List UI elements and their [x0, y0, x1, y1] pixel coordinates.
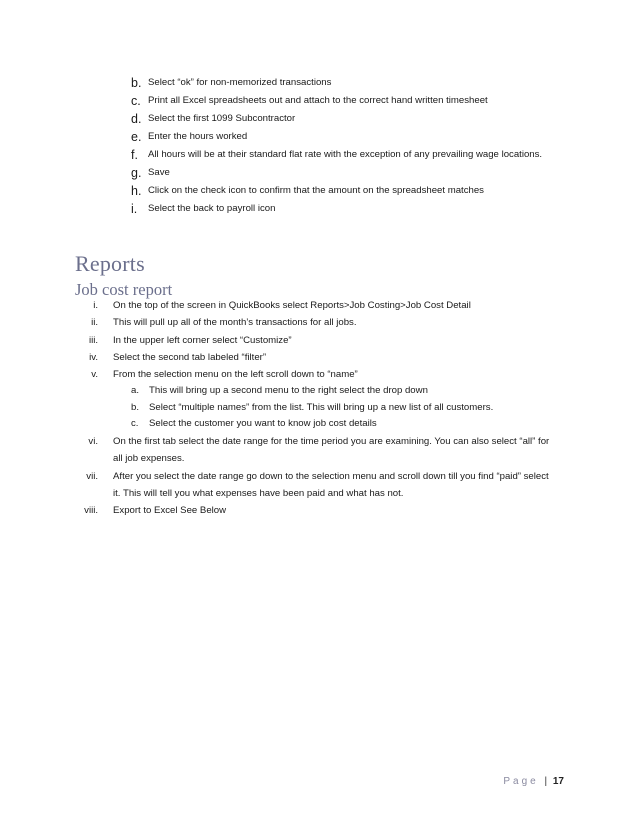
list-marker: d. — [131, 112, 142, 126]
list-item — [70, 366, 570, 383]
list-item — [70, 332, 570, 349]
page-footer — [503, 776, 564, 787]
list-marker: v. — [91, 369, 98, 381]
list-item — [131, 400, 570, 417]
list-marker: b. — [131, 76, 142, 90]
list-marker: c. — [131, 418, 139, 430]
list-item — [131, 200, 601, 218]
list-item-text: Select the customer you want to know job cost details — [149, 418, 377, 430]
list-item-text: This will bring up a second menu to the right select the drop down — [149, 385, 428, 397]
list-item-text: Select the first 1099 Subcontractor — [148, 113, 296, 124]
list-item-text: In the upper left corner select “Customize” — [113, 334, 292, 346]
list-item-text: Select the back to payroll icon — [148, 203, 276, 214]
list-item-text: This will pull up all of the month’s transactions for all jobs. — [113, 317, 357, 329]
job-cost-report-heading: Job cost report — [75, 280, 173, 299]
list-item — [131, 110, 601, 128]
page-label: Page — [503, 776, 539, 787]
list-marker: a. — [131, 385, 140, 397]
list-marker: b. — [131, 401, 140, 413]
list-item-text: From the selection menu on the left scroll down to “name” — [113, 369, 358, 381]
reports-heading: Reports — [75, 251, 145, 276]
list-item — [131, 164, 601, 182]
job-cost-steps-list — [70, 297, 570, 519]
footer-separator: | — [544, 776, 548, 787]
list-item — [70, 468, 570, 503]
list-item-text: Enter the hours worked — [148, 131, 248, 142]
payroll-steps-list — [131, 74, 601, 218]
list-item-text: All hours will be at their standard flat rate with the exception of any prevailing wage locations. — [148, 149, 543, 160]
list-item — [131, 182, 601, 200]
list-marker: e. — [131, 130, 142, 144]
list-item-text: On the top of the screen in QuickBooks select Reports>Job Costing>Job Cost Detail — [113, 300, 471, 311]
list-marker: vii. — [86, 470, 98, 482]
list-marker: viii. — [84, 505, 98, 517]
list-item — [131, 92, 601, 110]
list-item — [70, 349, 570, 366]
list-item-text: Save — [148, 167, 170, 178]
page-number: 17 — [552, 776, 564, 787]
list-item-text: Print all Excel spreadsheets out and attach to the correct hand written timesheet — [148, 95, 488, 106]
list-item — [70, 433, 570, 468]
list-marker: c. — [131, 94, 141, 108]
list-item-text: Select “ok” for non-memorized transactions — [148, 77, 332, 88]
list-marker: i. — [93, 300, 98, 311]
list-marker: iii. — [88, 334, 98, 346]
list-item-text: Select the second tab labeled “filter” — [113, 351, 267, 363]
list-marker: vi. — [88, 435, 98, 447]
list-item-text: On the first tab select the date range for the time period you are examining. You can also select “all” for all job expenses. — [113, 435, 550, 465]
list-item — [131, 74, 601, 92]
list-item — [131, 383, 570, 400]
list-item-text: Export to Excel See Below — [113, 505, 227, 517]
list-item — [70, 314, 570, 331]
list-marker: g. — [131, 166, 142, 180]
list-item — [131, 128, 601, 146]
list-marker: ii. — [91, 317, 98, 329]
list-marker: f. — [131, 148, 138, 162]
list-marker: i. — [131, 202, 138, 216]
list-item — [70, 297, 570, 314]
list-item-text: After you select the date range go down to the selection menu and scroll down till you find “paid” select it. This will tell you what expenses have been paid and what has not. — [113, 470, 549, 499]
list-item-text: Click on the check icon to confirm that the amount on the spreadsheet matches — [148, 185, 484, 196]
list-item — [70, 502, 570, 519]
list-item-text: Select “multiple names” from the list. This will bring up a new list of all customers. — [149, 401, 494, 413]
list-marker: iv. — [89, 351, 98, 363]
list-item — [131, 416, 570, 433]
name-filter-sublist — [131, 383, 570, 433]
list-item — [131, 146, 601, 164]
list-marker: h. — [131, 184, 142, 198]
